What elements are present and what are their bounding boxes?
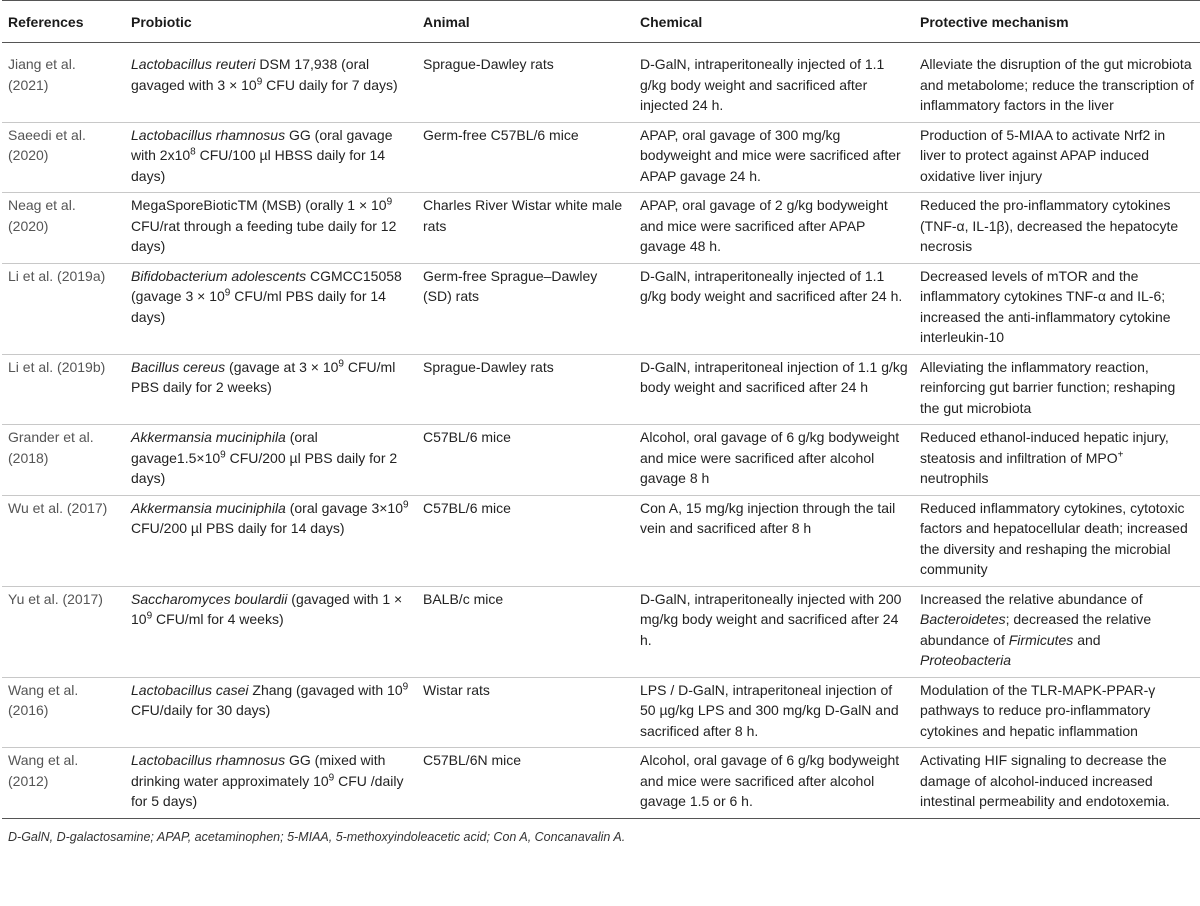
probiotic-text: (gavage at 3 × 10 (225, 358, 339, 375)
cell-mechanism (914, 677, 1200, 748)
superscript-plus: + (1117, 448, 1124, 460)
table-row (2, 122, 1200, 193)
table-row (2, 495, 1200, 586)
table-row (2, 748, 1200, 819)
header-chemical: Chemical (634, 1, 914, 43)
cell-probiotic (125, 748, 417, 819)
cell-probiotic (125, 677, 417, 748)
cell-chemical: APAP, oral gavage of 300 mg/kg bodyweight and mice were sacrificed after APAP gavage 24 h. (634, 122, 914, 193)
cell-animal: C57BL/6N mice (417, 748, 634, 819)
cell-animal: Germ-free C57BL/6 mice (417, 122, 634, 193)
cell-animal: Germ-free Sprague–Dawley (SD) rats (417, 263, 634, 354)
cell-reference: Li et al. (2019a) (2, 263, 125, 354)
taxon-name: Bacteroidetes (920, 611, 1006, 627)
cell-chemical: D-GalN, intraperitoneally injected of 1.1 g/kg body weight and sacrificed after 24 h. (634, 263, 914, 354)
probiotic-text: DSM 17,938 (oral gavaged with 3 × 10 (131, 56, 370, 93)
cell-reference: Grander et al. (2018) (2, 425, 125, 496)
species-name: Akkermansia muciniphila (131, 499, 286, 516)
cell-mechanism (914, 495, 1200, 586)
probiotic-text: CFU/200 µl PBS daily for 14 days) (131, 520, 345, 536)
exponent: 9 (146, 610, 153, 622)
mechanism-text: and (1073, 631, 1101, 648)
cell-chemical: D-GalN, intraperitoneally injected with 200 mg/kg body weight and sacrificed after 24 h. (634, 586, 914, 677)
exponent: 9 (338, 357, 344, 369)
cell-reference: Neag et al. (2020) (2, 193, 125, 264)
probiotic-text: Zhang (gavaged with 10 (248, 681, 403, 698)
exponent: 9 (328, 771, 335, 783)
header-protective-mechanism: Protective mechanism (914, 1, 1200, 43)
taxon-name: Firmicutes (1008, 631, 1074, 648)
taxon-name: Proteobacteria (920, 652, 1012, 668)
cell-mechanism (914, 122, 1200, 193)
probiotic-text: CFU/200 µl PBS daily for 2 days) (131, 449, 398, 486)
cell-animal: C57BL/6 mice (417, 425, 634, 496)
table-row (2, 193, 1200, 264)
cell-mechanism (914, 586, 1200, 677)
cell-mechanism (914, 425, 1200, 496)
table-row (2, 263, 1200, 354)
table-row (2, 43, 1200, 123)
header-probiotic: Probiotic (125, 1, 417, 43)
species-name: Lactobacillus rhamnosus (131, 126, 286, 143)
species-name: Lactobacillus rhamnosus (131, 752, 286, 768)
cell-animal: Charles River Wistar white male rats (417, 193, 634, 264)
probiotic-text: CFU/ml PBS daily for 2 weeks) (131, 358, 396, 395)
mechanism-text: Reduced the pro-inflammatory cytokines (TNF-α, IL-1β), decreased the hepatocyte necrosis (920, 197, 1179, 254)
probiotic-text: GG (oral gavage with 2x10 (131, 126, 393, 163)
cell-reference: Jiang et al. (2021) (2, 43, 125, 123)
species-name: Saccharomyces boulardii (131, 590, 288, 607)
mechanism-text: Alleviate the disruption of the gut microbiota and metabolome; reduce the transcription of inflammatory factors in the liver (920, 56, 1194, 113)
table-row (2, 586, 1200, 677)
header-animal: Animal (417, 1, 634, 43)
cell-chemical: Alcohol, oral gavage of 6 g/kg bodyweight and mice were sacrificed after alcohol gavage 1.5 or 6 h. (634, 748, 914, 819)
mechanism-text: Reduced ethanol-induced hepatic injury, steatosis and infiltration of MPO (920, 429, 1169, 466)
probiotic-text: CFU/daily for 30 days) (131, 702, 271, 718)
cell-animal: BALB/c mice (417, 586, 634, 677)
species-name: Akkermansia muciniphila (131, 429, 286, 445)
cell-reference: Li et al. (2019b) (2, 354, 125, 425)
probiotic-text: CFU/100 µl HBSS daily for 14 days) (131, 147, 386, 184)
mechanism-text: neutrophils (920, 470, 989, 486)
mechanism-text: Reduced inflammatory cytokines, cytotoxic factors and hepatocellular death; increased the diversity and reshaping the microbial community (920, 499, 1188, 577)
probiotic-text: (oral gavage 3×10 (285, 499, 403, 516)
species-name: Lactobacillus casei (131, 681, 249, 698)
exponent: 9 (220, 448, 226, 460)
probiotic-text: MegaSporeBioticTM (MSB) (orally 1 × 10 (131, 197, 387, 213)
mechanism-text: Modulation of the TLR-MAPK-PPAR-γ pathways to reduce pro-inflammatory cytokines and hepatic inflammation (920, 681, 1156, 739)
cell-animal: Wistar rats (417, 677, 634, 748)
probiotic-text: CFU/ml PBS daily for 14 days) (131, 288, 386, 325)
probiotic-text: CFU /daily for 5 days) (131, 772, 404, 809)
cell-reference: Wang et al. (2016) (2, 677, 125, 748)
exponent: 9 (386, 196, 393, 208)
mechanism-text: Production of 5-MIAA to activate Nrf2 in liver to protect against APAP induced oxidative liver injury (920, 126, 1166, 184)
cell-chemical: LPS / D-GalN, intraperitoneal injection of 50 µg/kg LPS and 300 mg/kg D-GalN and sacrificed after 8 h. (634, 677, 914, 748)
cell-probiotic (125, 193, 417, 264)
cell-probiotic (125, 354, 417, 425)
cell-chemical: Alcohol, oral gavage of 6 g/kg bodyweight and mice were sacrificed after alcohol gavage 8 h (634, 425, 914, 496)
species-name: Bifidobacterium adolescents (131, 267, 307, 284)
cell-mechanism (914, 193, 1200, 264)
table-row (2, 677, 1200, 748)
exponent: 9 (402, 680, 409, 692)
mechanism-text: Increased the relative abundance of (920, 590, 1143, 607)
cell-probiotic (125, 43, 417, 123)
cell-mechanism (914, 354, 1200, 425)
cell-probiotic (125, 122, 417, 193)
mechanism-text: ; decreased the relative abundance of (920, 611, 1152, 648)
probiotic-text: GG (mixed with drinking water approximately 10 (131, 752, 386, 789)
probiotic-text: CFU/rat through a feeding tube daily for 12 days) (131, 217, 397, 254)
cell-mechanism (914, 263, 1200, 354)
cell-chemical: Con A, 15 mg/kg injection through the tail vein and sacrificed after 8 h (634, 495, 914, 586)
header-references: References (2, 1, 125, 43)
cell-mechanism (914, 748, 1200, 819)
probiotics-table (2, 0, 1200, 819)
cell-reference: Yu et al. (2017) (2, 586, 125, 677)
probiotic-text: CFU/ml for 4 weeks) (152, 611, 284, 627)
mechanism-text: Decreased levels of mTOR and the inflammatory cytokines TNF-α and IL-6; increased the anti-inflammatory cytokine interleukin-10 (920, 267, 1171, 345)
mechanism-text: Alleviating the inflammatory reaction, reinforcing gut barrier function; reshaping the gut microbiota (920, 358, 1176, 416)
cell-animal: Sprague-Dawley rats (417, 354, 634, 425)
cell-probiotic (125, 263, 417, 354)
probiotic-text: (gavaged with 1 × 10 (131, 590, 403, 627)
species-name: Lactobacillus reuteri (131, 56, 256, 72)
probiotic-text: CGMCC15058 (gavage 3 × 10 (131, 267, 402, 304)
cell-probiotic (125, 586, 417, 677)
table-footnote: D-GalN, D-galactosamine; APAP, acetaminophen; 5-MIAA, 5-methoxyindoleacetic acid; Con A, Concanavalin A. (8, 829, 626, 844)
cell-animal: Sprague-Dawley rats (417, 43, 634, 123)
probiotic-text: (oral gavage1.5×10 (131, 429, 318, 466)
exponent: 9 (402, 498, 409, 510)
exponent: 9 (224, 287, 231, 299)
probiotic-text: CFU daily for 7 days) (262, 76, 398, 93)
cell-probiotic (125, 425, 417, 496)
cell-probiotic (125, 495, 417, 586)
exponent: 9 (256, 75, 263, 87)
cell-animal: C57BL/6 mice (417, 495, 634, 586)
cell-reference: Wang et al. (2012) (2, 748, 125, 819)
header-row (2, 1, 1200, 43)
cell-chemical: D-GalN, intraperitoneally injected of 1.1 g/kg body weight and sacrificed after injected 24 h. (634, 43, 914, 123)
cell-chemical: APAP, oral gavage of 2 g/kg bodyweight and mice were sacrificed after APAP gavage 48 h. (634, 193, 914, 264)
mechanism-text: Activating HIF signaling to decrease the damage of alcohol-induced increased intestinal permeability and endotoxemia. (920, 752, 1170, 809)
cell-mechanism (914, 43, 1200, 123)
exponent: 8 (190, 146, 196, 158)
cell-chemical: D-GalN, intraperitoneal injection of 1.1 g/kg body weight and sacrificed after 24 h (634, 354, 914, 425)
cell-reference: Saeedi et al. (2020) (2, 122, 125, 193)
table-row (2, 354, 1200, 425)
cell-reference: Wu et al. (2017) (2, 495, 125, 586)
table-row (2, 425, 1200, 496)
species-name: Bacillus cereus (131, 358, 226, 375)
